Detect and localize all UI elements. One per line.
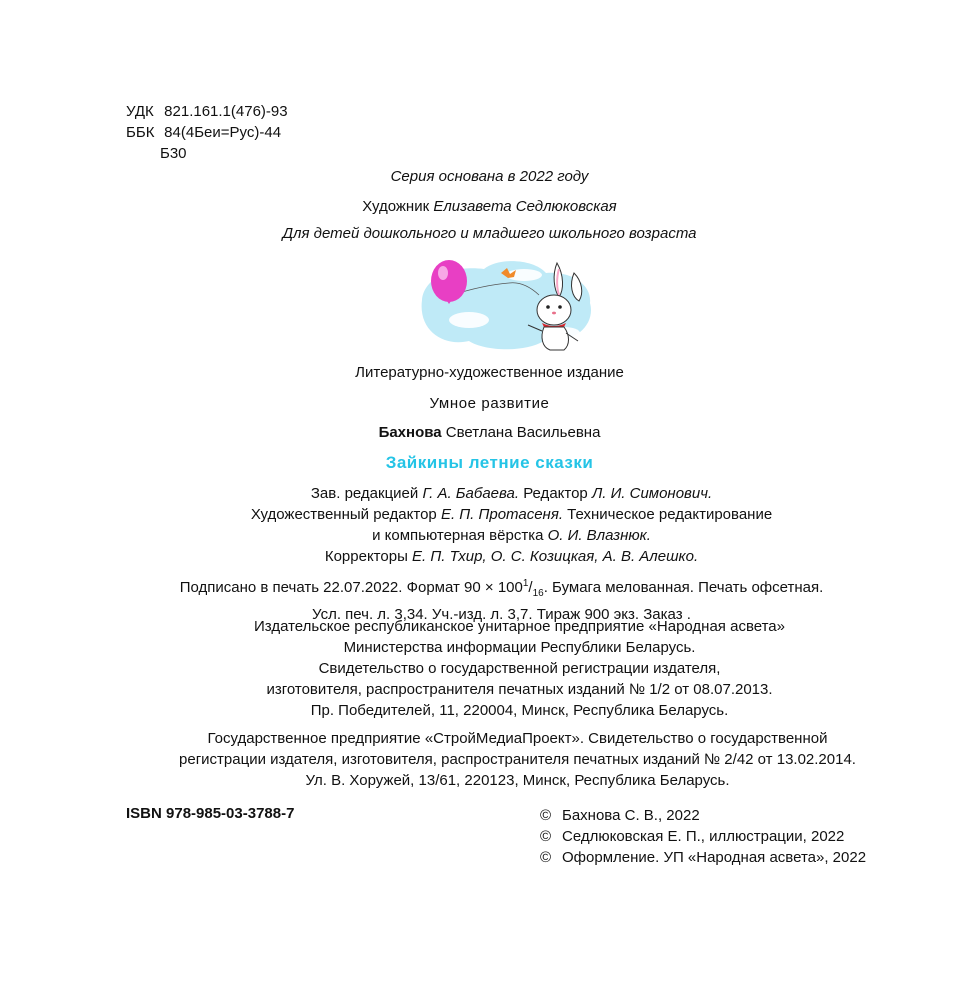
publisher-line: Министерства информации Республики Беларусь. [343, 639, 696, 656]
series-note: Серия основана в 2022 году [390, 168, 589, 185]
copyright-line [540, 847, 866, 868]
credits-block [22, 483, 979, 567]
copyright-design: Оформление. УП «Народная асвета», 2022 [562, 849, 867, 866]
series-name: Умное развитие [429, 395, 550, 412]
bunny-balloon-icon [414, 255, 599, 355]
publisher-line: Издательское республиканское унитарное предприятие «Народная асвета» [254, 618, 785, 635]
credits-editor-label: Редактор [523, 485, 588, 502]
credits-layout-name: О. И. Влазнюк. [547, 527, 651, 544]
book-title: Зайкины летние сказки [385, 453, 594, 472]
udk-value: 821.161.1(476)-93 [164, 103, 288, 120]
artist-name: Елизавета Седлюковская [433, 198, 617, 215]
print-line-2: Усл. печ. л. 3,34. Уч.-изд. л. 3,7. Тираж 900 экз. Заказ . [312, 606, 691, 623]
author-code: Б30 [160, 145, 187, 162]
credits-line-3 [22, 525, 979, 546]
author-surname: Бахнова [378, 424, 442, 441]
edition-type: Литературно-художественное издание [355, 364, 624, 381]
udk-label: УДК [126, 103, 154, 120]
artist-label: Художник [362, 198, 430, 215]
copyright-block [540, 805, 866, 868]
print-format-denominator: 16 [532, 588, 544, 599]
credits-art-editor-name: Е. П. Протасеня. [440, 506, 563, 523]
publisher-line: Свидетельство о государственной регистрации издателя, [318, 660, 721, 677]
credits-line-4 [22, 546, 979, 567]
author-line [0, 422, 979, 443]
print-format-numerator: 1 [522, 578, 529, 589]
printer-line: Государственное предприятие «СтройМедиаПроект». Свидетельство о государственной [207, 730, 828, 747]
copyright-icon: © [540, 807, 552, 824]
printer-line: Ул. В. Хоружей, 13/61, 220123, Минск, Республика Беларусь. [305, 772, 730, 789]
credits-proofreaders-label: Корректоры [324, 548, 408, 565]
credits-head-editor-name: Г. А. Бабаева. [422, 485, 520, 502]
credits-line-1 [22, 483, 979, 504]
copyright-illustrator: Седлюковская Е. П., иллюстрации, 2022 [562, 828, 845, 845]
audience-note: Для детей дошкольного и младшего школьного возраста [282, 225, 697, 242]
publisher-line: изготовителя, распространителя печатных изданий № 1/2 от 08.07.2013. [266, 681, 773, 698]
bbk-value: 84(4Беи=Рус)-44 [164, 124, 282, 141]
bbk-label: ББК [126, 124, 155, 141]
credits-editor-name: Л. И. Симонович. [591, 485, 713, 502]
printer-line: регистрации издателя, изготовителя, распространителя печатных изданий № 2/42 от 13.02.2014. [179, 751, 856, 768]
copyright-author: Бахнова С. В., 2022 [562, 807, 700, 824]
copyright-icon: © [540, 849, 552, 866]
credits-tech-label: Техническое редактирование [567, 506, 773, 523]
print-paper: . Бумага мелованная. Печать офсетная. [543, 579, 824, 596]
credits-line-2 [22, 504, 979, 525]
credits-layout-label: и компьютерная вёрстка [372, 527, 544, 544]
udk-block [126, 101, 288, 164]
publisher-line: Пр. Победителей, 11, 220004, Минск, Республика Беларусь. [310, 702, 729, 719]
credits-art-editor-label: Художественный редактор [250, 506, 437, 523]
copyright-line [540, 826, 866, 847]
copyright-line [540, 805, 866, 826]
copyright-icon: © [540, 828, 552, 845]
bunny-illustration [414, 255, 599, 355]
isbn: ISBN 978-985-03-3788-7 [126, 805, 295, 822]
credits-proofreaders-names: Е. П. Тхир, О. С. Козицкая, А. В. Алешко. [412, 548, 699, 565]
publisher-block [30, 616, 979, 721]
author-given-names: Светлана Васильевна [445, 424, 601, 441]
credits-head-editor-label: Зав. редакцией [310, 485, 419, 502]
printer-block [28, 728, 979, 791]
artist-line [0, 196, 979, 217]
print-format: Подписано в печать 22.07.2022. Формат 90 × 100 [179, 579, 523, 596]
print-line-1: Подписано в печать 22.07.2022. Формат $90 \times 100^1/_{16}$. Бумага мелованная. Печать офсетная. [179, 578, 824, 599]
